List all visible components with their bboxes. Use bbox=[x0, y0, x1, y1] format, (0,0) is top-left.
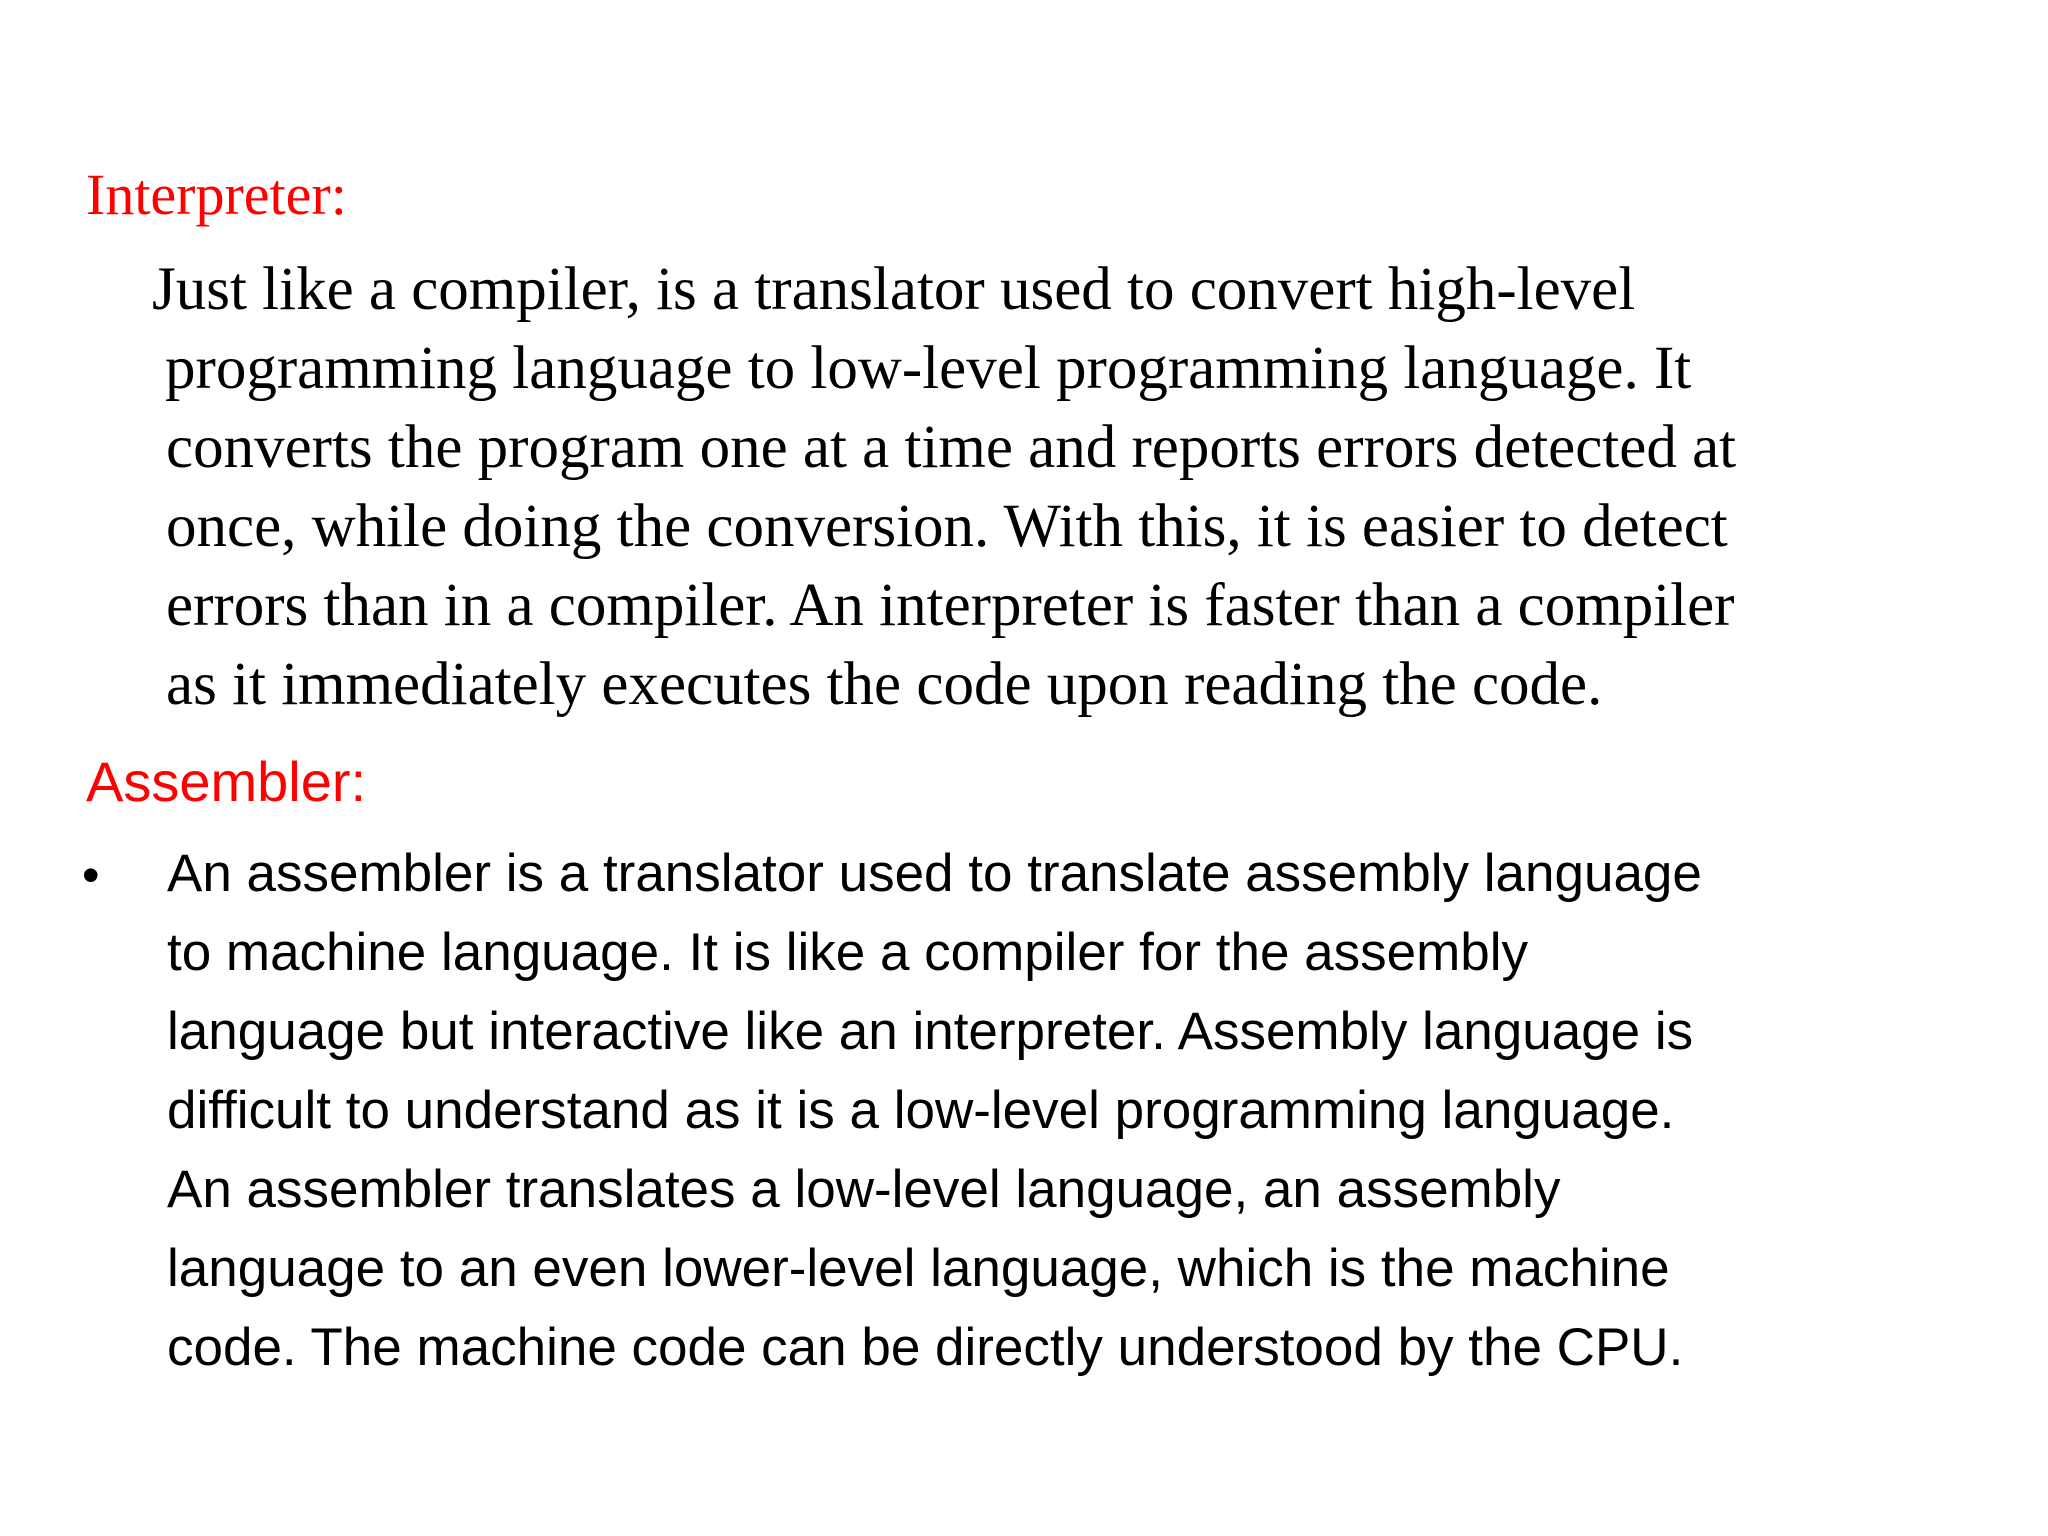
interpreter-line: programming language to low-level programming language. It bbox=[165, 335, 1692, 402]
interpreter-line: as it immediately executes the code upon reading the code. bbox=[166, 651, 1603, 718]
assembler-line: to machine language. It is like a compiler for the assembly bbox=[167, 923, 1528, 982]
assembler-line: language to an even lower-level language, which is the machine bbox=[167, 1239, 1670, 1298]
assembler-line: An assembler translates a low-level language, an assembly bbox=[167, 1160, 1561, 1219]
assembler-heading: Assembler: bbox=[86, 750, 367, 813]
bullet-marker: • bbox=[82, 847, 100, 903]
interpreter-line: converts the program one at a time and reports errors detected at bbox=[166, 414, 1737, 481]
assembler-line: An assembler is a translator used to translate assembly language bbox=[167, 844, 1702, 903]
interpreter-heading: Interpreter: bbox=[86, 162, 347, 227]
interpreter-line: errors than in a compiler. An interpreter is faster than a compiler bbox=[166, 572, 1735, 639]
assembler-line: code. The machine code can be directly understood by the CPU. bbox=[167, 1318, 1684, 1377]
interpreter-line: once, while doing the conversion. With this, it is easier to detect bbox=[166, 493, 1728, 560]
assembler-line: difficult to understand as it is a low-level programming language. bbox=[167, 1081, 1675, 1140]
interpreter-line: Just like a compiler, is a translator used to convert high-level bbox=[152, 256, 1636, 323]
assembler-line: language but interactive like an interpreter. Assembly language is bbox=[167, 1002, 1694, 1061]
